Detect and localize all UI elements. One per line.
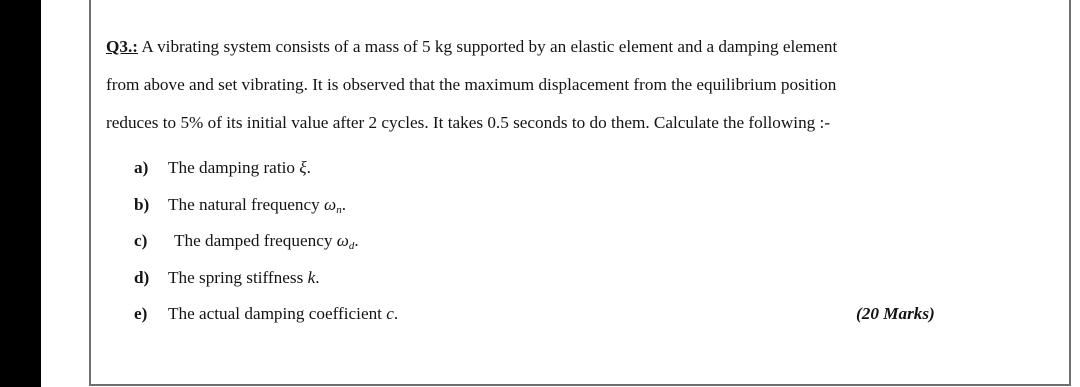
question-line-2: from above and set vibrating. It is observed that the maximum displacement from the equilibrium position [106, 75, 837, 94]
task-symbol: c [386, 304, 394, 323]
task-symbol: k [307, 267, 316, 287]
task-text: The damped frequency [174, 231, 337, 250]
question-line-1 [106, 28, 1036, 66]
task-symbol: ω [324, 194, 337, 214]
task-symbol: ω [336, 231, 349, 250]
task-letter: a) [134, 158, 149, 177]
document-page [41, 0, 1080, 387]
task-letter: b) [134, 194, 150, 214]
question-paragraph [106, 28, 1036, 142]
question-line-1-text: A vibrating system consists of a mass of 5 kg supported by an elastic element and a damping element [137, 37, 838, 56]
task-list [134, 150, 984, 333]
task-symbol: ξ [299, 158, 307, 177]
task-text: The spring stiffness [168, 267, 308, 287]
task-end: . [315, 267, 320, 287]
task-letter: e) [134, 304, 148, 323]
task-end: . [341, 194, 346, 214]
task-subscript: n [336, 203, 342, 216]
task-item-a [134, 150, 984, 187]
task-text: The natural frequency [168, 194, 325, 214]
task-item-e [134, 296, 984, 333]
task-end: . [354, 231, 359, 250]
task-letter: d) [134, 267, 150, 287]
task-text: The actual damping coefficient [168, 304, 387, 323]
task-end: . [393, 304, 399, 323]
marks-label: (20 Marks) [856, 304, 935, 323]
task-subscript: d [348, 240, 355, 252]
task-text: The damping ratio [168, 158, 300, 177]
task-letter: c) [134, 231, 148, 250]
task-item-c [134, 223, 984, 260]
question-number: Q3.: [106, 37, 138, 56]
task-item-b [134, 187, 984, 224]
task-item-d [134, 260, 984, 297]
question-line-3: reduces to 5% of its initial value after 2 cycles. It takes 0.5 seconds to do them. Calculate the following :- [106, 113, 831, 132]
task-end: . [306, 158, 311, 177]
